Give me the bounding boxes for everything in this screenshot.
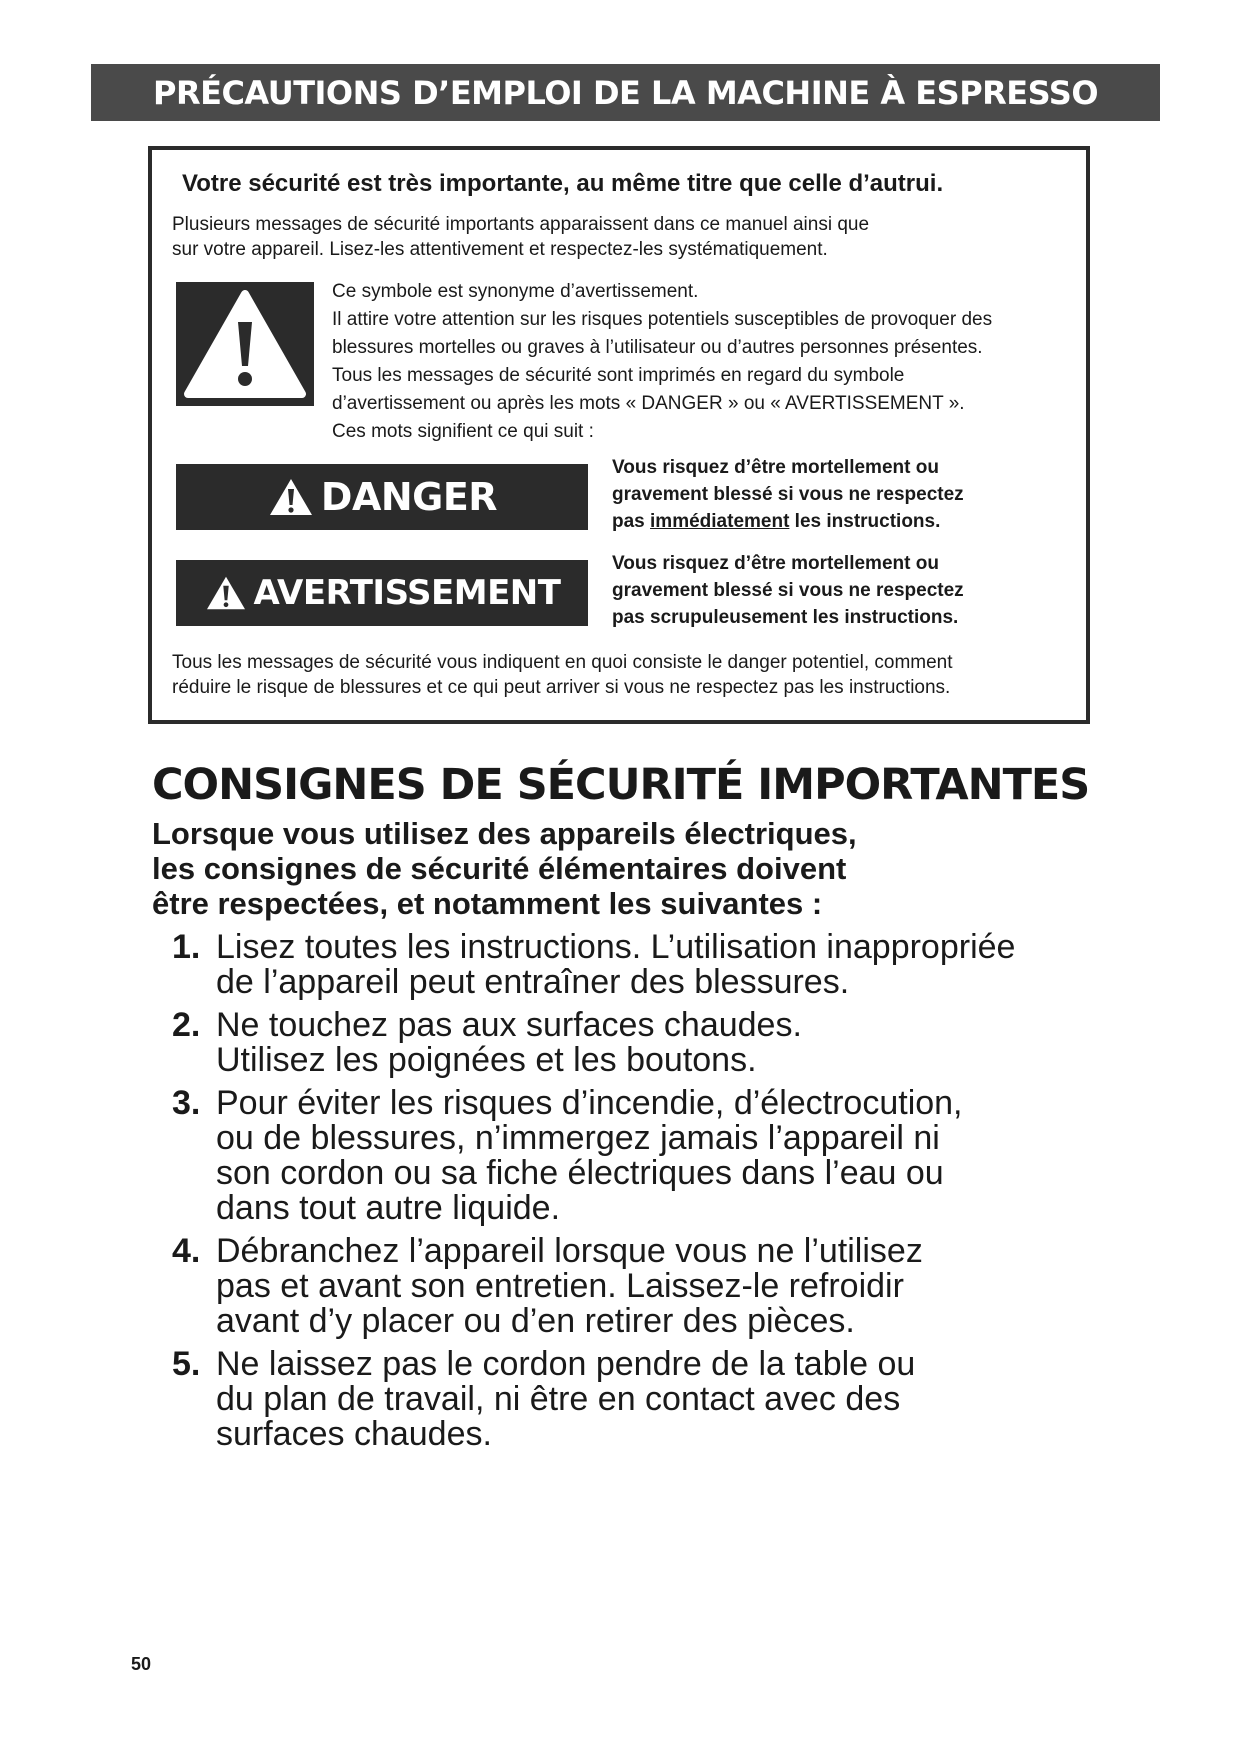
danger-line-start: pas xyxy=(612,511,651,532)
warning-line: gravement blessé si vous ne respectez xyxy=(612,580,964,601)
danger-line: Vous risquez d’être mortellement ou xyxy=(612,457,939,478)
symbol-line: d’avertissement ou après les mots « DANGER » ou « AVERTISSEMENT ». xyxy=(332,393,965,414)
subheading-line: être respectées, et notamment les suivantes : xyxy=(152,886,823,921)
instruction-item xyxy=(172,1347,1122,1452)
instruction-line: son cordon ou sa fiche électriques dans l’eau ou xyxy=(216,1154,944,1192)
danger-line-end: les instructions. xyxy=(789,511,941,532)
warning-line: Vous risquez d’être mortellement ou xyxy=(612,553,939,574)
instruction-line: Lisez toutes les instructions. L’utilisation inappropriée xyxy=(216,928,1016,966)
instruction-list xyxy=(172,930,1122,1460)
instruction-line: ou de blessures, n’immergez jamais l’appareil ni xyxy=(216,1119,940,1157)
footer-line: Tous les messages de sécurité vous indiquent en quoi consiste le danger potentiel, comment xyxy=(172,652,953,673)
banner-title: PRÉCAUTIONS D’EMPLOI DE LA MACHINE À ESPRESSO xyxy=(152,73,1099,112)
subheading-line: les consignes de sécurité élémentaires doivent xyxy=(152,851,847,886)
instruction-number: 3. xyxy=(172,1084,201,1122)
warning-triangle-icon xyxy=(176,282,314,406)
symbol-line: Ce symbole est synonyme d’avertissement. xyxy=(332,281,699,302)
instruction-line: surfaces chaudes. xyxy=(216,1415,492,1453)
danger-emphasis: immédiatement xyxy=(650,511,790,532)
warning-triangle-icon xyxy=(204,574,248,612)
instruction-line: du plan de travail, ni être en contact avec des xyxy=(216,1380,901,1418)
safety-footer xyxy=(172,650,1072,700)
intro-line: sur votre appareil. Lisez-les attentivement et respectez-les systématiquement. xyxy=(172,239,828,260)
page-number: 50 xyxy=(131,1654,152,1674)
safety-intro xyxy=(172,212,1072,262)
instruction-line: pas et avant son entretien. Laissez-le refroidir xyxy=(216,1267,904,1305)
instruction-line: dans tout autre liquide. xyxy=(216,1189,561,1227)
subheading-line: Lorsque vous utilisez des appareils électriques, xyxy=(152,816,857,851)
instruction-line: avant d’y placer ou d’en retirer des pièces. xyxy=(216,1302,855,1340)
footer-line: réduire le risque de blessures et ce qui peut arriver si vous ne respectez pas les instructions. xyxy=(172,677,951,698)
page-banner xyxy=(91,64,1160,121)
instruction-line: Ne touchez pas aux surfaces chaudes. xyxy=(216,1006,802,1044)
symbol-line: Ces mots signifient ce qui suit : xyxy=(332,421,594,442)
danger-line xyxy=(612,508,1052,535)
warning-line: pas scrupuleusement les instructions. xyxy=(612,607,959,628)
danger-signal-bar xyxy=(176,464,588,530)
intro-line: Plusieurs messages de sécurité importants apparaissent dans ce manuel ainsi que xyxy=(172,214,870,235)
instruction-item xyxy=(172,930,1122,1000)
instruction-line: de l’appareil peut entraîner des blessures. xyxy=(216,963,850,1001)
instruction-item xyxy=(172,1234,1122,1339)
instruction-number: 1. xyxy=(172,928,201,966)
instruction-item xyxy=(172,1008,1122,1078)
warning-symbol-tile xyxy=(176,282,314,406)
instruction-number: 2. xyxy=(172,1006,201,1044)
instruction-item xyxy=(172,1086,1122,1226)
instruction-line: Débranchez l’appareil lorsque vous ne l’utilisez xyxy=(216,1232,923,1270)
symbol-line: Tous les messages de sécurité sont imprimés en regard du symbole xyxy=(332,365,905,386)
symbol-line: blessures mortelles ou graves à l’utilisateur ou d’autres personnes présentes. xyxy=(332,337,983,358)
warning-label: AVERTISSEMENT xyxy=(253,573,561,613)
warning-description xyxy=(612,550,1052,631)
safety-box-title: Votre sécurité est très importante, au même titre que celle d’autrui. xyxy=(182,170,944,197)
warning-signal-bar xyxy=(176,560,588,626)
instruction-line: Utilisez les poignées et les boutons. xyxy=(216,1041,757,1079)
danger-line: gravement blessé si vous ne respectez xyxy=(612,484,964,505)
instruction-number: 5. xyxy=(172,1345,201,1383)
symbol-explanation xyxy=(332,278,1092,446)
symbol-line: Il attire votre attention sur les risques potentiels susceptibles de provoquer des xyxy=(332,309,993,330)
instruction-line: Ne laissez pas le cordon pendre de la table ou xyxy=(216,1345,916,1383)
danger-label: DANGER xyxy=(320,475,498,519)
warning-triangle-icon xyxy=(267,476,315,518)
danger-description xyxy=(612,454,1052,535)
instruction-number: 4. xyxy=(172,1232,201,1270)
safety-box xyxy=(148,146,1090,724)
section-heading: CONSIGNES DE SÉCURITÉ IMPORTANTES xyxy=(152,760,1090,810)
section-subheading xyxy=(152,816,1112,921)
instruction-line: Pour éviter les risques d’incendie, d’électrocution, xyxy=(216,1084,963,1122)
